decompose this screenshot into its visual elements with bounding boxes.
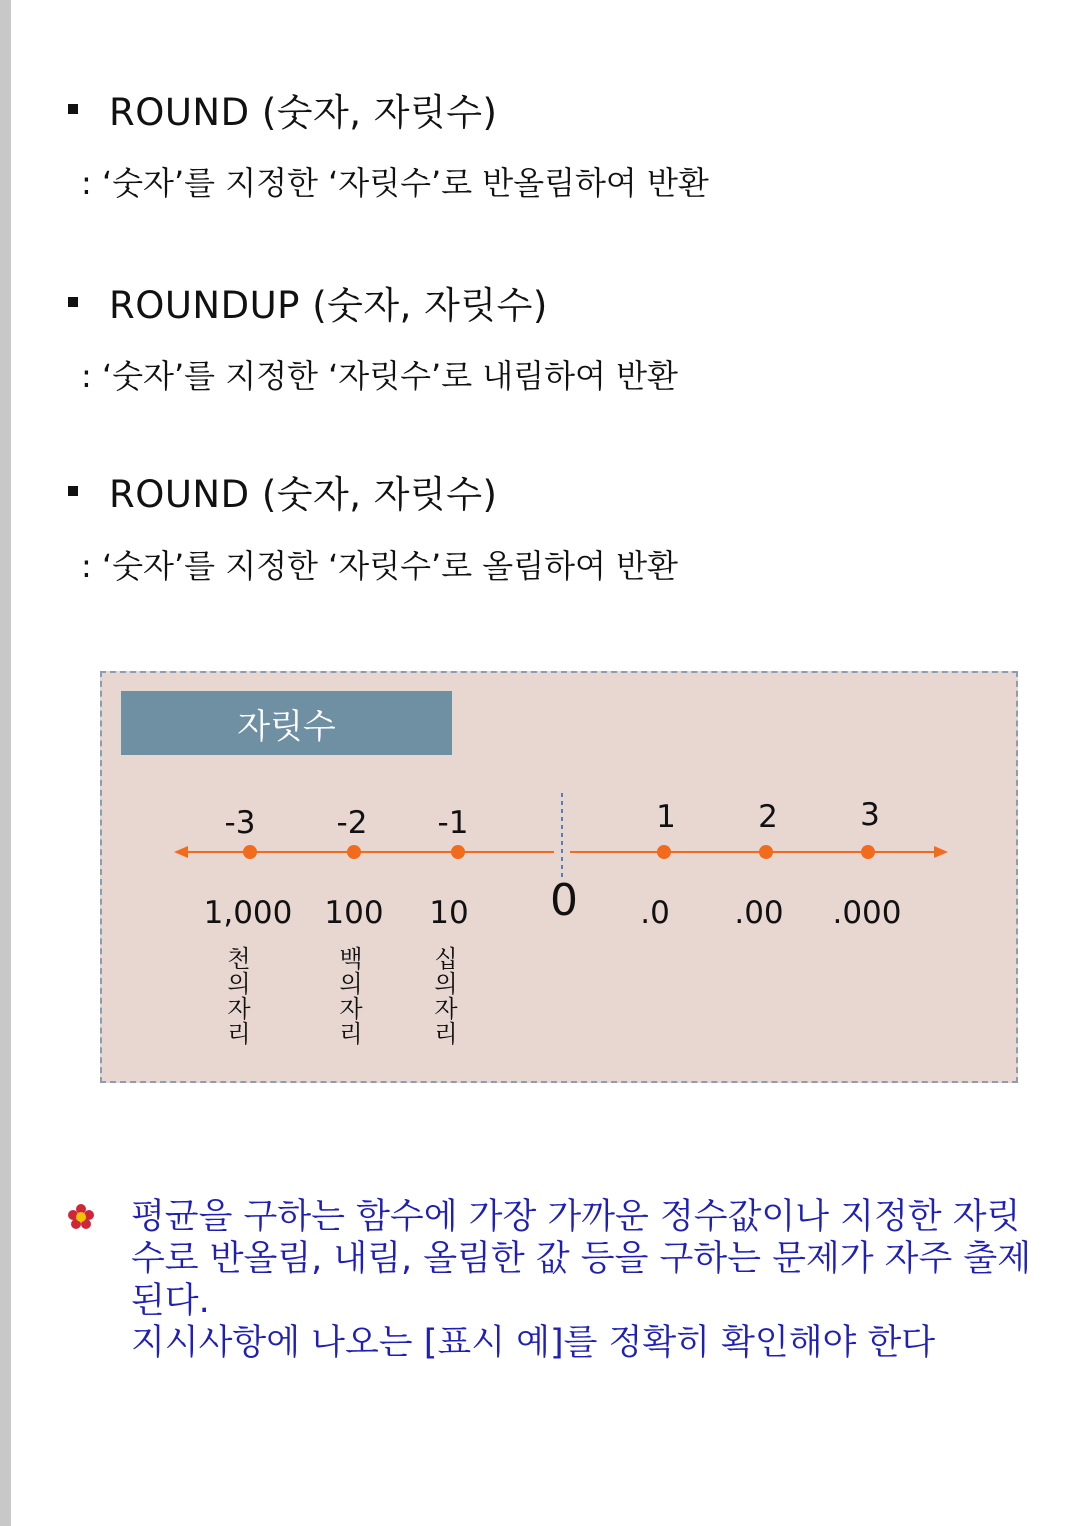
place-value: 100 [324, 895, 384, 931]
square-bullet-icon [68, 486, 78, 496]
place-name: 백의자리 [339, 945, 363, 1048]
section-2-heading [68, 275, 548, 329]
document-page [11, 0, 1080, 1526]
arrow-left-icon [174, 846, 188, 858]
diagram-label: 자릿수 [121, 691, 452, 755]
point-minus-2 [347, 845, 361, 859]
digit-label: -2 [336, 805, 368, 841]
digit-label: 3 [860, 797, 880, 833]
flower-icon [67, 1203, 95, 1231]
place-value: .0 [640, 895, 670, 931]
section-2-description: : ‘숫자’를 지정한 ‘자릿수’로 내림하여 반환 [81, 357, 678, 395]
note-line-1: 평균을 구하는 함수에 가장 가까운 정수값이나 지정한 자릿수로 반올림, 내림, 올림한 값 등을 구하는 문제가 자주 출제 된다. [131, 1197, 1032, 1321]
section-3-description: : ‘숫자’를 지정한 ‘자릿수’로 올림하여 반환 [81, 547, 678, 585]
function-title: ROUNDUP (숫자, 자릿수) [109, 284, 548, 327]
section-1-description: : ‘숫자’를 지정한 ‘자릿수’로 반올림하여 반환 [81, 164, 709, 202]
square-bullet-icon [68, 104, 78, 114]
point-plus-2 [759, 845, 773, 859]
arrow-right-icon [934, 846, 948, 858]
place-name: 천의자리 [227, 945, 251, 1048]
exam-note [131, 1196, 1031, 1364]
note-line-2: 지시사항에 나오는 [표시 예]를 정확히 확인해야 한다 [131, 1323, 936, 1363]
place-value: 10 [429, 895, 469, 931]
section-1-heading [68, 82, 497, 136]
digit-label: 1 [656, 799, 676, 835]
point-minus-1 [451, 845, 465, 859]
left-margin-bar [0, 0, 11, 1526]
zero-label: 0 [550, 875, 578, 926]
place-value: .00 [734, 895, 784, 931]
place-value: 1,000 [203, 895, 293, 931]
point-plus-1 [657, 845, 671, 859]
function-title: ROUND (숫자, 자릿수) [109, 91, 498, 134]
function-title: ROUND (숫자, 자릿수) [109, 473, 498, 516]
place-value: .000 [832, 895, 902, 931]
digit-label: 2 [758, 799, 778, 835]
digit-place-diagram [100, 671, 1018, 1083]
digit-label: -3 [224, 805, 256, 841]
section-3-heading [68, 464, 497, 518]
square-bullet-icon [68, 297, 78, 307]
digit-label: -1 [437, 805, 469, 841]
place-name: 십의자리 [434, 945, 458, 1048]
point-minus-3 [243, 845, 257, 859]
point-plus-3 [861, 845, 875, 859]
